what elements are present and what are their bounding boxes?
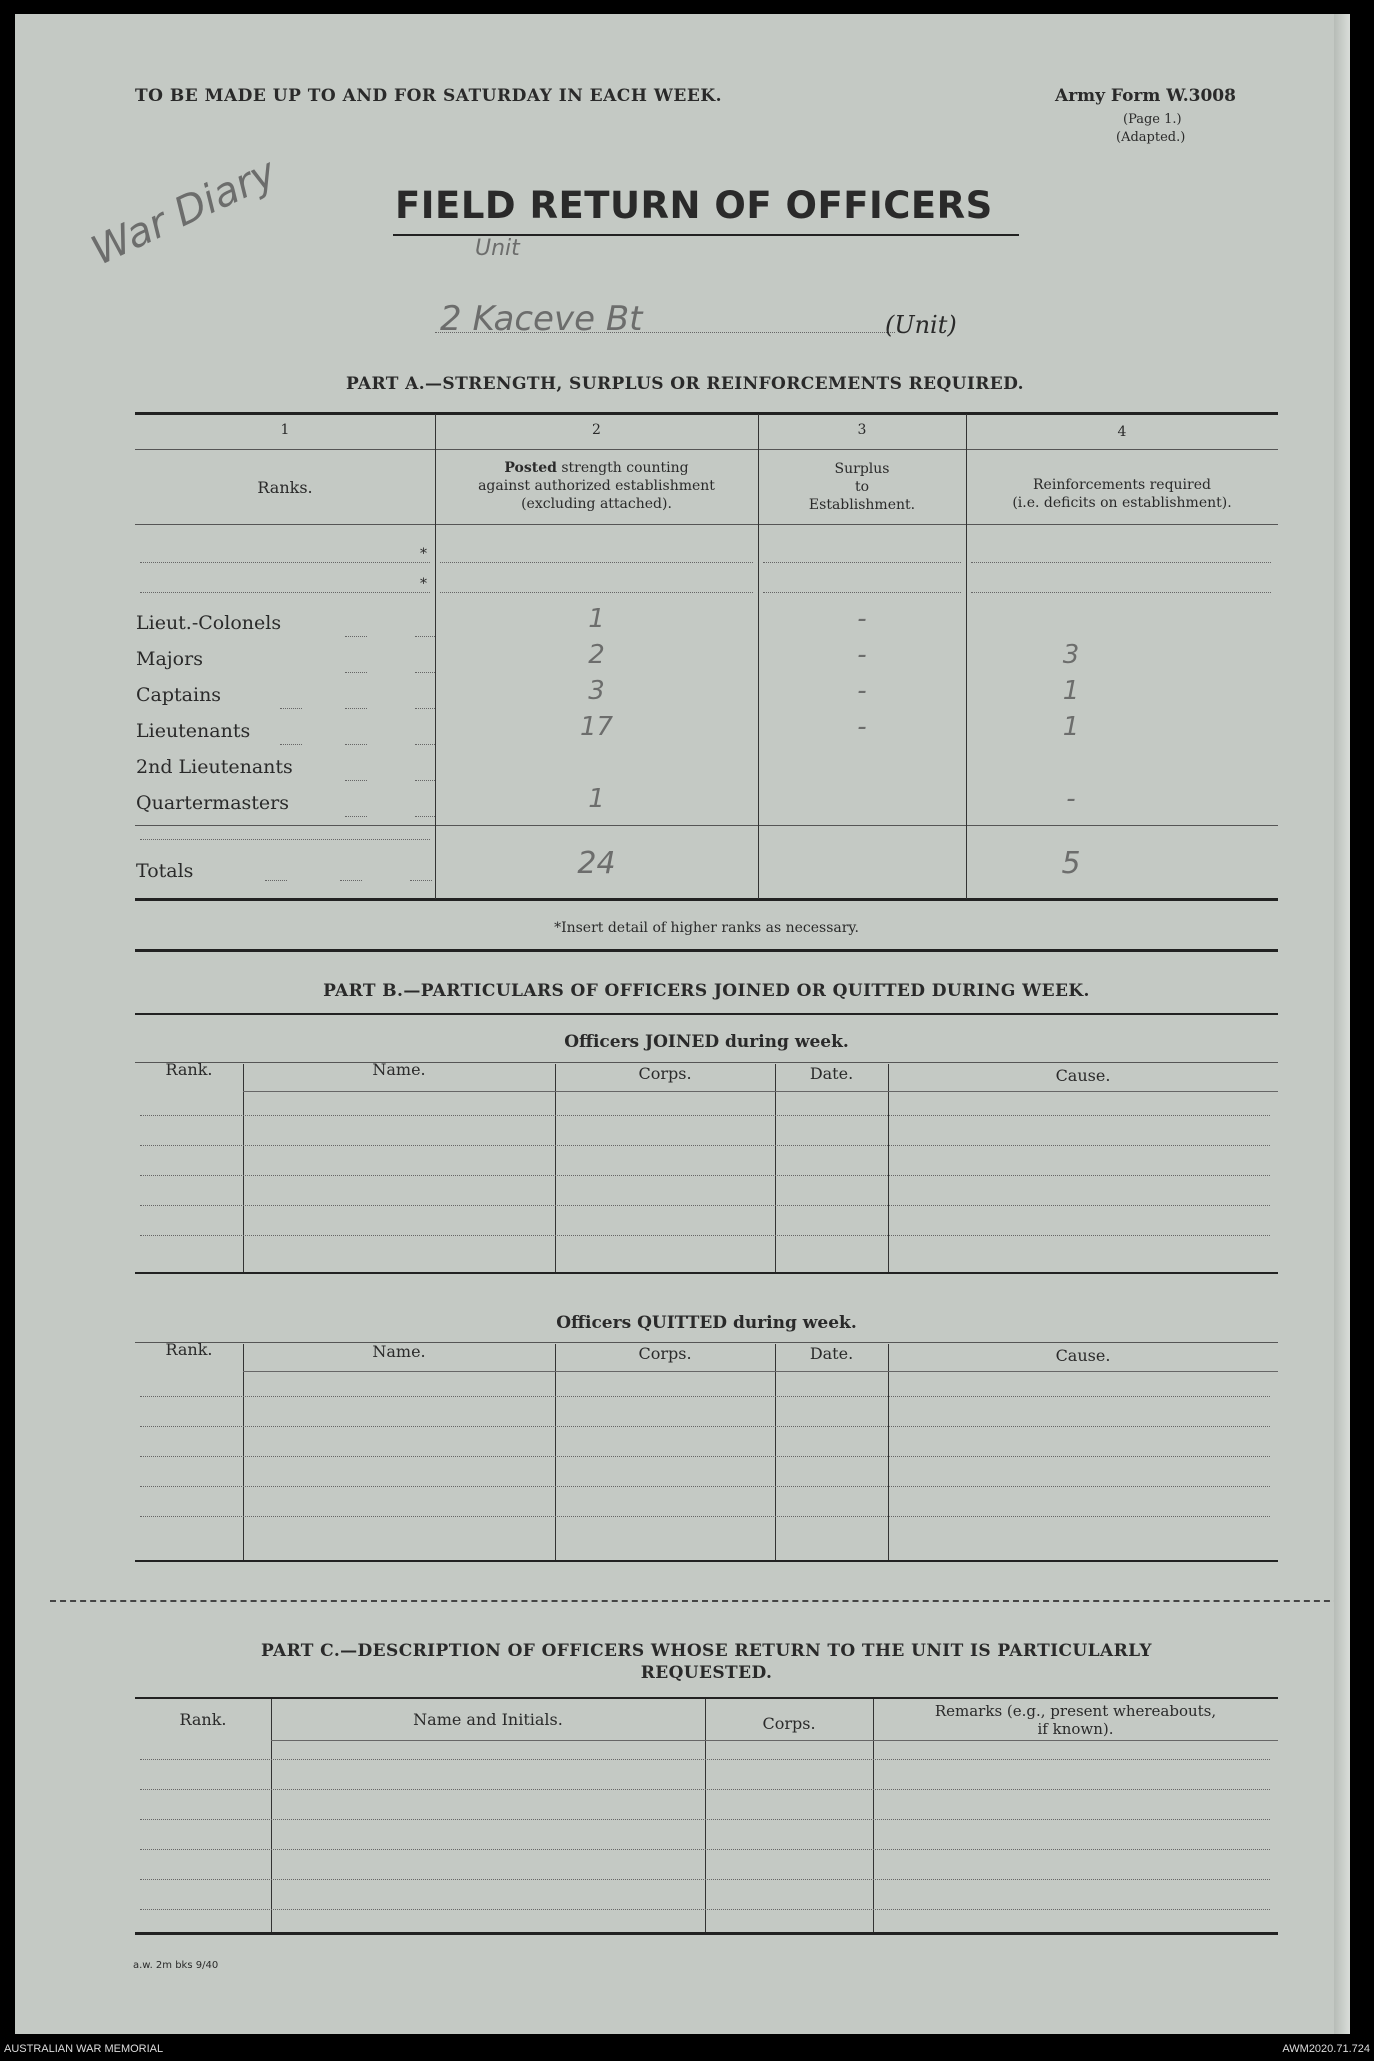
- col-header-surplus: Surplus to Establishment.: [808, 461, 916, 513]
- margin-handwriting: War Diary: [84, 149, 284, 275]
- totals-reinforcements: 5: [1061, 846, 1081, 881]
- col-corps: Corps.: [638, 1064, 692, 1083]
- reinforcements-value: -: [1066, 784, 1076, 814]
- col-date: Date.: [809, 1344, 854, 1363]
- col-rank: Rank.: [165, 1060, 213, 1079]
- posted-value: 3: [588, 676, 605, 706]
- rank-label: 2nd Lieutenants: [136, 756, 293, 778]
- joined-title: Officers JOINED during week.: [564, 1032, 849, 1052]
- col-remarks: Remarks (e.g., present whereabouts, if known).: [934, 1702, 1217, 1738]
- rank-label: Majors: [136, 648, 203, 670]
- rank-label: Quartermasters: [136, 792, 289, 814]
- form-sheet: [15, 14, 1350, 2034]
- col-header-ranks: Ranks.: [257, 478, 313, 497]
- col-number-2: 2: [592, 422, 601, 438]
- surplus-value: -: [857, 604, 867, 634]
- perforation-line: [50, 1600, 1350, 1602]
- form-number: Army Form W.3008: [1055, 86, 1236, 106]
- col-number-3: 3: [857, 422, 867, 438]
- col-name-initials: Name and Initials.: [413, 1710, 563, 1729]
- col-cause: Cause.: [1055, 1066, 1111, 1085]
- archive-id: AWM2020.71.724: [1282, 2043, 1370, 2055]
- col-cause: Cause.: [1055, 1346, 1111, 1365]
- quitted-title: Officers QUITTED during week.: [556, 1313, 857, 1333]
- posted-value: 2: [588, 640, 605, 670]
- col-rank: Rank.: [165, 1340, 213, 1359]
- archive-caption: [0, 2039, 1374, 2061]
- adapted-note: (Adapted.): [1116, 130, 1186, 145]
- col-corps: Corps.: [762, 1714, 816, 1733]
- rank-label: Lieut.-Colonels: [136, 612, 282, 634]
- surplus-value: -: [857, 712, 867, 742]
- rank-label: Lieutenants: [136, 720, 251, 742]
- part-b-heading: PART B.—PARTICULARS OF OFFICERS JOINED OR QUITTED DURING WEEK.: [323, 981, 1090, 1001]
- col-corps: Corps.: [638, 1344, 692, 1363]
- reinforcements-value: 1: [1062, 712, 1080, 742]
- rank-label: Captains: [136, 684, 222, 706]
- unit-handwriting-above: Unit: [475, 236, 520, 261]
- posted-value: 1: [588, 784, 605, 814]
- col-header-reinforcements: Reinforcements required (i.e. deficits on establishment).: [1012, 477, 1232, 511]
- part-a-heading: PART A.—STRENGTH, SURPLUS OR REINFORCEMENTS REQUIRED.: [345, 374, 1024, 394]
- posted-value: 1: [588, 604, 605, 634]
- col-name: Name.: [372, 1060, 426, 1079]
- surplus-value: -: [857, 640, 867, 670]
- surplus-value: -: [857, 676, 867, 706]
- col-name: Name.: [372, 1342, 426, 1361]
- col-number-4: 4: [1117, 424, 1127, 440]
- posted-value: 17: [579, 712, 614, 742]
- part-c-heading: PART C.—DESCRIPTION OF OFFICERS WHOSE RETURN TO THE UNIT IS PARTICULARLY REQUESTED.: [261, 1641, 1152, 1683]
- star-marker: *: [420, 576, 427, 592]
- star-marker: *: [420, 546, 427, 562]
- page-number: (Page 1.): [1123, 112, 1182, 127]
- unit-handwriting: 2 Kaceve Bt: [440, 299, 643, 339]
- col-header-posted: Posted strength counting against authorized establishment (excluding attached).: [478, 460, 715, 512]
- reinforcements-value: 1: [1062, 676, 1080, 706]
- reinforcements-value: 3: [1062, 640, 1080, 670]
- totals-posted: 24: [577, 846, 616, 881]
- archive-name: AUSTRALIAN WAR MEMORIAL: [4, 2043, 164, 2055]
- col-rank: Rank.: [179, 1710, 227, 1729]
- print-code: a.w. 2m bks 9/40: [133, 1960, 219, 1971]
- unit-line: [435, 332, 895, 333]
- unit-label: (Unit): [885, 311, 957, 339]
- col-date: Date.: [809, 1064, 854, 1083]
- part-a-footnote: *Insert detail of higher ranks as necessary.: [554, 920, 859, 936]
- instruction-text: TO BE MADE UP TO AND FOR SATURDAY IN EACH WEEK.: [135, 86, 723, 106]
- totals-label: Totals: [136, 860, 194, 882]
- col-number-1: 1: [280, 422, 290, 438]
- page-title: FIELD RETURN OF OFFICERS: [395, 184, 993, 227]
